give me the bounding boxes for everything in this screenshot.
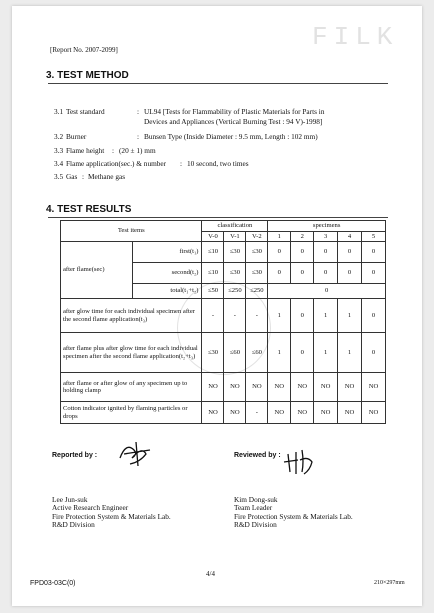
table-cell: 1 xyxy=(268,333,291,373)
specimens-header: specimens xyxy=(268,221,386,232)
after-flame-label: after flame(sec) xyxy=(61,242,133,299)
table-cell: ≤250 xyxy=(224,284,246,299)
results-table xyxy=(60,220,386,424)
reviewer-block xyxy=(234,496,353,530)
table-cell: 1 xyxy=(338,333,362,373)
table-cell: 0 xyxy=(338,263,362,284)
spec-col: 3 xyxy=(314,231,338,242)
table-cell: NO xyxy=(224,402,246,424)
section3-title: 3. TEST METHOD xyxy=(46,70,129,81)
row-label: first(t₁) xyxy=(132,242,202,263)
table-cell: 0 xyxy=(362,333,386,373)
table-cell: 1 xyxy=(314,299,338,333)
table-cell: ≤250 xyxy=(246,284,268,299)
reviewer-name: Kim Dong-suk xyxy=(234,495,278,504)
table-cell: ≤30 xyxy=(224,242,246,263)
table-cell: 0 xyxy=(291,299,314,333)
table-cell: NO xyxy=(202,373,224,402)
table-cell: 0 xyxy=(338,242,362,263)
table-cell: - xyxy=(246,402,268,424)
reporter-division: R&D Division xyxy=(52,520,95,530)
table-cell: NO xyxy=(268,373,291,402)
table-cell: ≤30 xyxy=(246,263,268,284)
row-label: after flame or after glow of any specimen up to holding clamp xyxy=(61,373,202,402)
table-cell: 0 xyxy=(268,284,386,299)
spec-col: 5 xyxy=(362,231,386,242)
class-col: V-0 xyxy=(202,231,224,242)
section4-divider xyxy=(48,217,388,218)
table-cell: NO xyxy=(246,373,268,402)
table-cell: NO xyxy=(314,373,338,402)
table-row xyxy=(61,299,386,333)
table-cell: ≤60 xyxy=(224,333,246,373)
table-cell: 1 xyxy=(268,299,291,333)
form-code: FPD03-03C(0) xyxy=(30,580,76,587)
table-cell: 0 xyxy=(291,263,314,284)
table-cell: ≤30 xyxy=(224,263,246,284)
header-row xyxy=(61,221,386,232)
table-cell: 0 xyxy=(362,263,386,284)
row-label: total(t₁+t₂) xyxy=(132,284,202,299)
spec-col: 4 xyxy=(338,231,362,242)
class-col: V-2 xyxy=(246,231,268,242)
table-cell: NO xyxy=(362,373,386,402)
reviewer-signature xyxy=(282,446,318,478)
table-cell: 1 xyxy=(314,333,338,373)
table-cell: NO xyxy=(314,402,338,424)
row-label: after glow time for each individual specimen after the second flame application(t₃) xyxy=(61,299,202,333)
table-cell: NO xyxy=(338,402,362,424)
table-cell: 0 xyxy=(314,263,338,284)
table-row xyxy=(61,402,386,424)
table-cell: NO xyxy=(268,402,291,424)
table-row xyxy=(61,373,386,402)
row-label: second(t₂) xyxy=(132,263,202,284)
page-number: 4/4 xyxy=(206,570,215,578)
table-row xyxy=(61,242,386,263)
class-col: V-1 xyxy=(224,231,246,242)
reporter-lab: Fire Protection System & Materials Lab. xyxy=(52,511,171,521)
reporter-signature xyxy=(116,436,156,468)
table-cell: 0 xyxy=(268,263,291,284)
row-label: after flame plus after glow time for each individual specimen after the second flame application(t₂+t₃) xyxy=(61,333,202,373)
table-cell: NO xyxy=(291,402,314,424)
table-cell: 0 xyxy=(362,242,386,263)
table-cell: - xyxy=(224,299,246,333)
table-cell: - xyxy=(246,299,268,333)
report-number: [Report No. 2007-2099] xyxy=(50,46,118,54)
row-label: Cotton indicator ignited by flaming particles or drops xyxy=(61,402,202,424)
table-cell: ≤10 xyxy=(202,242,224,263)
reviewer-division: R&D Division xyxy=(234,520,277,530)
reviewer-lab: Fire Protection System & Materials Lab. xyxy=(234,511,353,521)
table-cell: ≤30 xyxy=(246,242,268,263)
spec-col: 1 xyxy=(268,231,291,242)
table-cell: NO xyxy=(362,402,386,424)
table-cell: 0 xyxy=(314,242,338,263)
table-cell: NO xyxy=(224,373,246,402)
reporter-title: Active Research Engineer xyxy=(52,503,129,513)
reporter-block xyxy=(52,496,171,530)
watermark-logo: FILK xyxy=(312,22,399,52)
table-cell: ≤60 xyxy=(246,333,268,373)
document-page: FILK [Report No. 2007-2099] 3. TEST METHOD 3.1 Test standard : UL94 [Tests for Flammability of Plastic Materials for Parts in Devices and Appliances (Vertical Burning Test : 94 V)-1998] 3.2 Burner : Bunsen Type (Inside Diameter : 9.5 mm, Length : 102 mm) 3.3 Flame height : (20 ± 1) mm 3.4 Flame application(sec.) & number : 10 second, two times 3.5 Gas : Methane gas 4. TEST RESULTS Test items classification specimens V-0 V-1 V-2 1 2 3 4 5 after flame(sec) first(t₁) ≤10 ≤30 ≤30 0 0 0 0 0 second(t₂) ≤10 ≤30 ≤30 0 0 0 0 0 total(t₁+t₂) ≤50 ≤250 ≤250 0 after glow time for each individual specimen after the second flame application(t₃) - - - 1 0 1 1 0 after flame plus after glow time for each individual specimen after the second flame application(t₂+t₃) ≤30 ≤60 ≤60 1 0 1 1 0 after flame or after glow of any specimen up to holding clamp NO NO NO NO NO NO NO NO Cotton indicator ignited by flaming particles or drops NO NO - NO NO NO NO NO Reported by : Reviewed by : Lee Jun-suk Active Research Engineer Fire Protection System & Materials Lab. R&D Division Kim Dong-suk Team Leader Fire Protection System & Materials Lab. R&D Division 4/4 FPD03-03C(0) 210×297mm xyxy=(12,6,422,606)
table-cell: ≤50 xyxy=(202,284,224,299)
table-cell: 0 xyxy=(291,333,314,373)
table-cell: - xyxy=(202,299,224,333)
table-cell: 0 xyxy=(362,299,386,333)
table-cell: 0 xyxy=(268,242,291,263)
paper-size: 210×297mm xyxy=(374,580,405,586)
reviewer-title: Team Leader xyxy=(234,503,273,513)
table-cell: ≤10 xyxy=(202,263,224,284)
table-cell: NO xyxy=(291,373,314,402)
reviewed-by-label: Reviewed by : xyxy=(234,452,281,459)
reporter-name: Lee Jun-suk xyxy=(52,495,88,504)
classification-header: classification xyxy=(202,221,268,232)
test-items-header: Test items xyxy=(61,221,202,242)
reported-by-label: Reported by : xyxy=(52,452,98,459)
section3-divider xyxy=(48,83,388,84)
table-cell: 0 xyxy=(291,242,314,263)
table-row xyxy=(61,333,386,373)
section4-title: 4. TEST RESULTS xyxy=(46,204,132,215)
table-cell: ≤30 xyxy=(202,333,224,373)
table-cell: NO xyxy=(202,402,224,424)
table-cell: 1 xyxy=(338,299,362,333)
spec-col: 2 xyxy=(291,231,314,242)
table-cell: NO xyxy=(338,373,362,402)
